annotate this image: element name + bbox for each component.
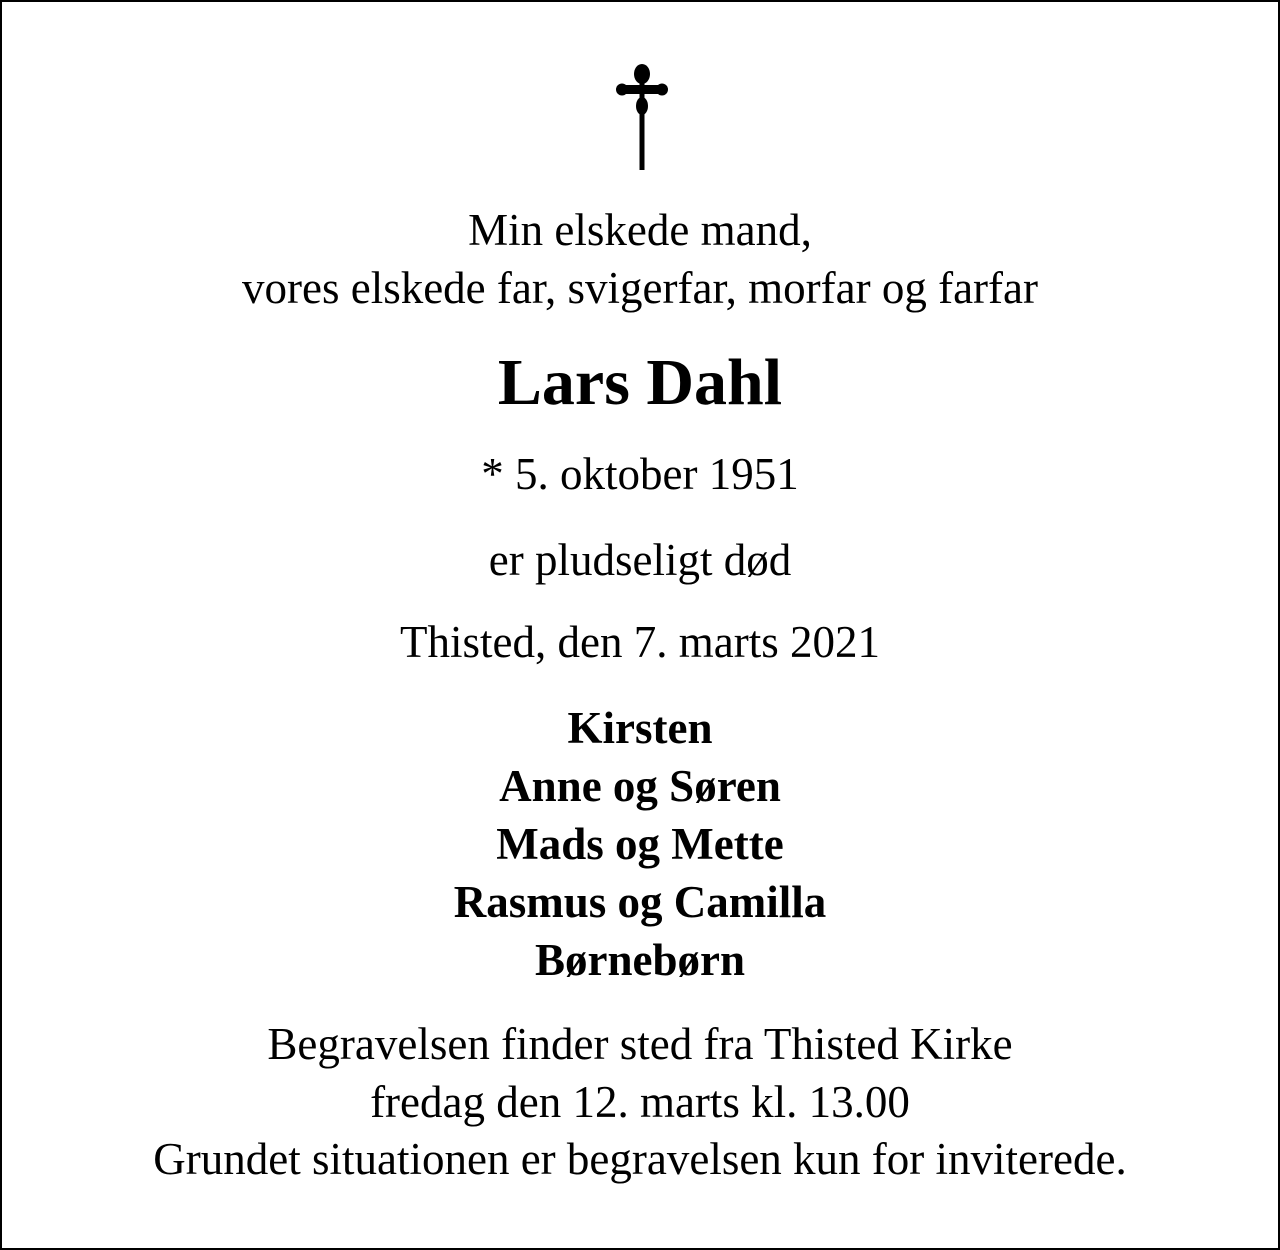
family-member: Mads og Mette: [496, 819, 784, 869]
death-text: er pludseligt død: [488, 535, 792, 585]
deceased-name: Lars Dahl: [497, 346, 783, 419]
intro-line: vores elskede far, svigerfar, morfar og farfar: [242, 263, 1038, 313]
family-member: Rasmus og Camilla: [453, 877, 827, 927]
cross-icon: [615, 62, 669, 172]
intro-line: Min elskede mand,: [468, 205, 812, 255]
funeral-info: Grundet situationen er begravelsen kun for inviterede.: [153, 1134, 1127, 1184]
family-member: Kirsten: [567, 703, 713, 753]
funeral-info: Begravelsen finder sted fra Thisted Kirke: [267, 1019, 1013, 1069]
family-member: Anne og Søren: [499, 761, 781, 811]
place-date: Thisted, den 7. marts 2021: [400, 617, 880, 667]
family-member: Børnebørn: [534, 935, 745, 985]
funeral-info: fredag den 12. marts kl. 13.00: [370, 1077, 910, 1127]
birth-date: * 5. oktober 1951: [481, 449, 799, 499]
